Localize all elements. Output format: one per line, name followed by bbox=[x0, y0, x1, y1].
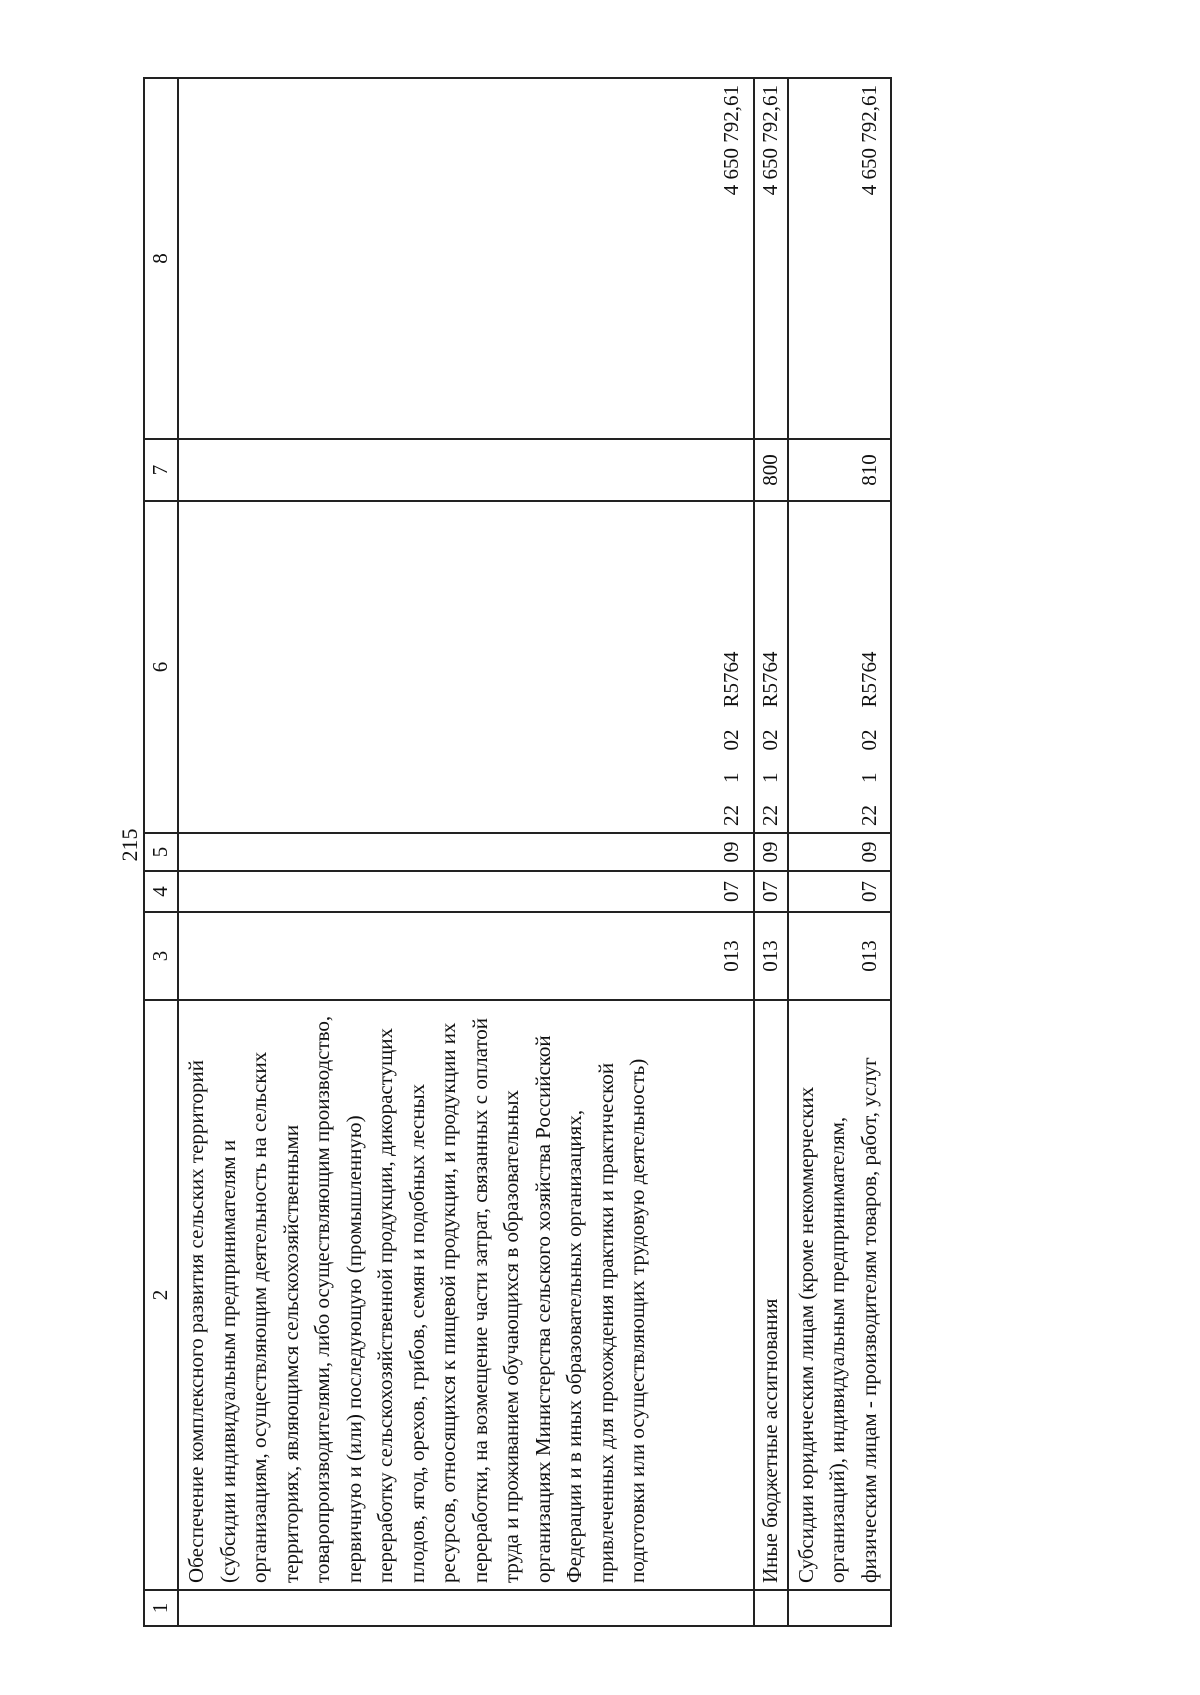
expense-name-cell: Субсидии юридическим лицам (кроме некоммерческих организаций), индивидуальным предпринимателям, физическим лицам - производителям товаров, работ, услуг bbox=[788, 1000, 891, 1590]
target-article-part: 22 bbox=[857, 805, 881, 826]
table-row bbox=[788, 78, 891, 1626]
target-article-part: R5764 bbox=[718, 651, 743, 708]
table-row bbox=[178, 78, 754, 1626]
section-code-cell: 07 bbox=[178, 871, 754, 912]
row-index-cell bbox=[178, 1590, 754, 1626]
grbs-code-cell: 013 bbox=[178, 912, 754, 1000]
row-index-cell bbox=[788, 1590, 891, 1626]
target-article-cell bbox=[788, 501, 891, 833]
target-article-cell bbox=[754, 501, 788, 833]
table-header-row bbox=[144, 78, 178, 1626]
column-header: 2 bbox=[144, 1000, 178, 1590]
subsection-code-cell: 09 bbox=[178, 833, 754, 871]
subsection-code-cell: 09 bbox=[788, 833, 891, 871]
target-article-part: 1 bbox=[857, 772, 881, 783]
target-article-part: R5764 bbox=[758, 651, 782, 708]
rotated-table-wrapper bbox=[143, 79, 881, 1627]
target-article-part: 22 bbox=[758, 805, 782, 826]
target-article-part: R5764 bbox=[857, 651, 881, 708]
section-code-cell: 07 bbox=[788, 871, 891, 912]
expense-type-cell: 810 bbox=[788, 439, 891, 501]
column-header: 5 bbox=[144, 833, 178, 871]
column-header: 7 bbox=[144, 439, 178, 501]
column-header: 8 bbox=[144, 78, 178, 439]
column-header: 3 bbox=[144, 912, 178, 1000]
target-article-part: 02 bbox=[758, 729, 782, 751]
expense-type-cell bbox=[178, 439, 754, 501]
target-article-part: 1 bbox=[718, 772, 743, 783]
table-row bbox=[754, 78, 788, 1626]
target-article-part: 02 bbox=[857, 729, 881, 751]
column-header: 1 bbox=[144, 1590, 178, 1626]
target-article-cell bbox=[178, 501, 754, 833]
expense-name-cell: Обеспечение комплексного развития сельских территорий (субсидии индивидуальным предпринимателям и организациям, осуществляющим деятельность на сельских территориях, являющимся сельскохозяйственными товаропроизводителями, либо осуществляющим производство, первичную и (или) последующую (промышленную) переработку сельскохозяйственной продукции, дикорастущих плодов, ягод, орехов, грибов, семян и подобных лесных ресурсов, относящихся к пищевой продукции, и продукции их переработки, на возмещение части затрат, связанных с оплатой труда и проживанием обучающихся в образовательных организациях Министерства сельского хозяйства Российской Федерации и в иных образовательных организациях, привлеченных для прохождения практики и практической подготовки или осуществляющих трудовую деятельность) bbox=[178, 1000, 754, 1590]
target-article-part: 1 bbox=[758, 772, 782, 783]
grbs-code-cell: 013 bbox=[754, 912, 788, 1000]
amount-cell: 4 650 792,61 bbox=[788, 78, 891, 439]
budget-table bbox=[143, 77, 892, 1627]
expense-type-cell: 800 bbox=[754, 439, 788, 501]
amount-cell: 4 650 792,61 bbox=[178, 78, 754, 439]
row-index-cell bbox=[754, 1590, 788, 1626]
target-article-part: 22 bbox=[718, 805, 743, 826]
amount-cell: 4 650 792,61 bbox=[754, 78, 788, 439]
target-article-part: 02 bbox=[718, 729, 743, 751]
grbs-code-cell: 013 bbox=[788, 912, 891, 1000]
subsection-code-cell: 09 bbox=[754, 833, 788, 871]
page-number: 215 bbox=[117, 828, 142, 862]
column-header: 6 bbox=[144, 501, 178, 833]
expense-name-cell: Иные бюджетные ассигнования bbox=[754, 1000, 788, 1590]
section-code-cell: 07 bbox=[754, 871, 788, 912]
column-header: 4 bbox=[144, 871, 178, 912]
